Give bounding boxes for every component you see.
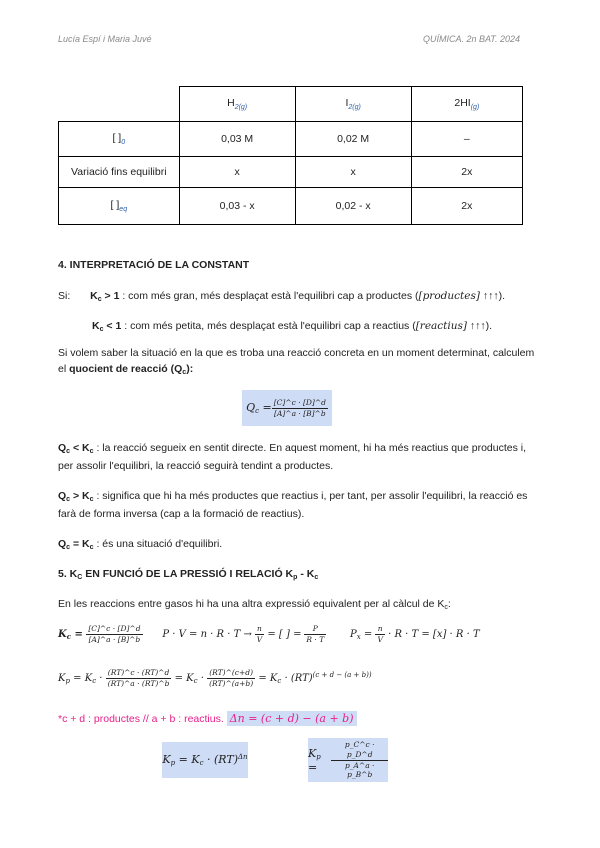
- kc-pv-line: $K_c$ = $\frac{[C]\^{}c \cdot [D]\^{}d}{[A]\^{}a \cdot [B]\^{}b}$ P · V = n · R · T → $\frac{n}{V}$ = [ ] = $\frac{P}{R \cdot T}$ $P_x$ = $\frac{n}{V}$ · R · T = [x] · R · T: [58, 624, 480, 644]
- cell: 0,03 - x: [179, 188, 295, 225]
- section-5-title: 5. KC EN FUNCIÓ DE LA PRESSIÓ I RELACIÓ Kp - Kc: [58, 568, 319, 581]
- header-course: QUÍMICA. 2n BAT. 2024: [422, 34, 520, 44]
- col-hi: $2HI_{(g)}$: [411, 87, 522, 122]
- kp-partial-pressure-formula: Kp = $\frac{p\_C\^{}c \cdot p\_D\^{}d}{p\_A\^{}a \cdot p\_B\^{}b}$: [308, 738, 388, 782]
- table-row: [59, 188, 523, 225]
- kc-greater-line: Si: Kc > 1 : com més gran, més desplaçat està l'equilibri cap a productes ([productes] ↑↑↑).: [58, 290, 506, 303]
- qc-less-kc: Qc < Kc : la reacció segueix en sentit directe. En aquest moment, hi ha més reactius que productes i, per assolir l'equilibri, la reacció seguirà tendint a productes.: [58, 442, 527, 472]
- kc-less-line: Kc < 1 : com més petita, més desplaçat està l'equilibri cap a reactius ([reactius] ↑↑↑).: [92, 320, 493, 333]
- header-authors: Lucía Espí i Maria Juvé: [58, 34, 152, 44]
- cell: 2x: [411, 157, 522, 188]
- ice-table: [58, 86, 523, 225]
- row-label: Variació fins equilibri: [59, 157, 180, 188]
- qc-greater-kc: Qc > Kc : significa que hi ha més productes que reactius i, per tant, per assolir l'equilibri, la reacció es farà de forma inversa (cap a la formació de reactius).: [58, 490, 528, 520]
- cell: 0,02 - x: [295, 188, 411, 225]
- col-h2: $H_{2(g)}$: [179, 87, 295, 122]
- gases-intro: En les reaccions entre gasos hi ha una altra expressió equivalent per al càlcul de Kc:: [58, 598, 451, 611]
- qc-equal-kc: Qc = Kc : és una situació d'equilibri.: [58, 538, 223, 551]
- section-4-title: 4. INTERPRETACIÓ DE LA CONSTANT: [58, 259, 250, 271]
- col-i2: $I_{2(g)}$: [295, 87, 411, 122]
- row-label: [ ]$_0$: [59, 122, 180, 157]
- cell: 0,03 M: [179, 122, 295, 157]
- cell: –: [411, 122, 522, 157]
- kp-kc-formula: Kp = Kc · (RT)$^{\Delta n}$: [162, 742, 248, 778]
- cell: 0,02 M: [295, 122, 411, 157]
- cell: 2x: [411, 188, 522, 225]
- table-corner: [59, 87, 180, 122]
- row-label: [ ]$_{eq}$: [59, 188, 180, 225]
- table-header-row: [59, 87, 523, 122]
- reaction-quotient-intro: Si volem saber la situació en la que es troba una reacció concreta en un moment determinat, calculem el quocient de reacció (Qc):: [58, 347, 535, 377]
- cell: x: [295, 157, 411, 188]
- cell: x: [179, 157, 295, 188]
- kp-derivation: $K_p = K_c$ · $\frac{(RT)\^{}c \cdot (RT)\^{}d}{(RT)\^{}a \cdot (RT)\^{}b}$ = $K_c$ · $\frac{(RT)\^{}(c+d)}{(RT)\^{}(a+b)}$ = $K_c \cdot (RT)^{(c + d - (a + b))}$: [58, 668, 372, 688]
- delta-n-note: *c + d : productes // a + b : reactius. Δn = (c + d) − (a + b): [58, 710, 540, 727]
- table-row: [59, 122, 523, 157]
- qc-formula: Qc = $\frac{[C]\^{}c \cdot [D]\^{}d}{[A]\^{}a \cdot [B]\^{}b}$: [242, 390, 332, 426]
- table-row: [59, 157, 523, 188]
